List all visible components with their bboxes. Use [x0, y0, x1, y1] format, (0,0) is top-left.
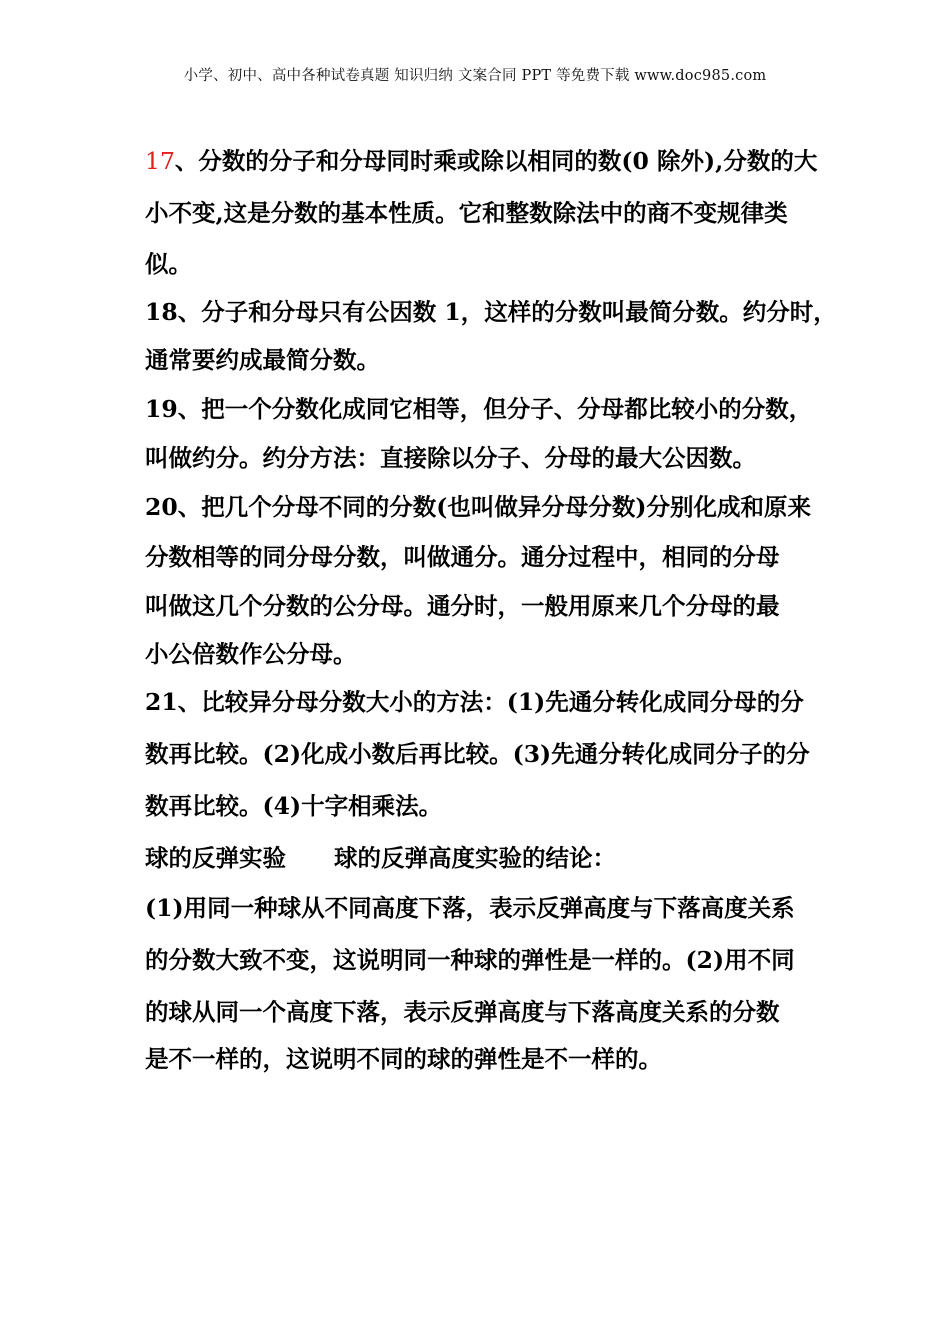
item-20-line-3: 叫做这几个分数的公分母。通分时，一般用原来几个分母的最 — [145, 592, 780, 620]
item-19-line-1: 19、把一个分数化成同它相等，但分子、分母都比较小的分数， — [145, 395, 813, 423]
item-17-line-1-text: 、分数的分子和分母同时乘或除以相同的数(0 除外),分数的大 — [174, 147, 818, 175]
item-19-line-2: 叫做约分。约分方法：直接除以分子、分母的最大公因数。 — [145, 444, 756, 472]
experiment-line-4: 是不一样的，这说明不同的球的弹性是不一样的。 — [145, 1045, 662, 1073]
experiment-subtitle: 球的反弹高度实验的结论： — [334, 844, 616, 872]
item-21-line-1: 21、比较异分母分数大小的方法：(1)先通分转化成同分母的分 — [145, 688, 804, 716]
item-18-line-2: 通常要约成最简分数。 — [145, 346, 380, 374]
item-17-line-3: 似。 — [145, 250, 192, 278]
experiment-line-2: 的分数大致不变，这说明同一种球的弹性是一样的。(2)用不同 — [145, 946, 795, 974]
item-20-line-2: 分数相等的同分母分数，叫做通分。通分过程中，相同的分母 — [145, 543, 780, 571]
item-21-line-3: 数再比较。(4)十字相乘法。 — [145, 792, 443, 820]
item-21-line-2: 数再比较。(2)化成小数后再比较。(3)先通分转化成同分子的分 — [145, 740, 810, 768]
item-18-line-1: 18、分子和分母只有公因数 1，这样的分数叫最简分数。约分时， — [145, 298, 837, 326]
experiment-title: 球的反弹实验 — [145, 844, 286, 872]
item-17-line-2: 小不变,这是分数的基本性质。它和整数除法中的商不变规律类 — [145, 199, 788, 227]
item-17-line-1 — [145, 146, 817, 176]
item-20-line-1: 20、把几个分母不同的分数(也叫做异分母分数)分别化成和原来 — [145, 493, 811, 521]
experiment-line-3: 的球从同一个高度下落，表示反弹高度与下落高度关系的分数 — [145, 998, 780, 1026]
experiment-heading — [145, 843, 616, 873]
page-header: 小学、初中、高中各种试卷真题 知识归纳 文案合同 PPT 等免费下载 www.doc985.com — [183, 68, 767, 84]
experiment-line-1: (1)用同一种球从不同高度下落，表示反弹高度与下落高度关系 — [145, 894, 795, 922]
item-17-number: 17 — [145, 147, 175, 175]
item-20-line-4: 小公倍数作公分母。 — [145, 640, 357, 668]
